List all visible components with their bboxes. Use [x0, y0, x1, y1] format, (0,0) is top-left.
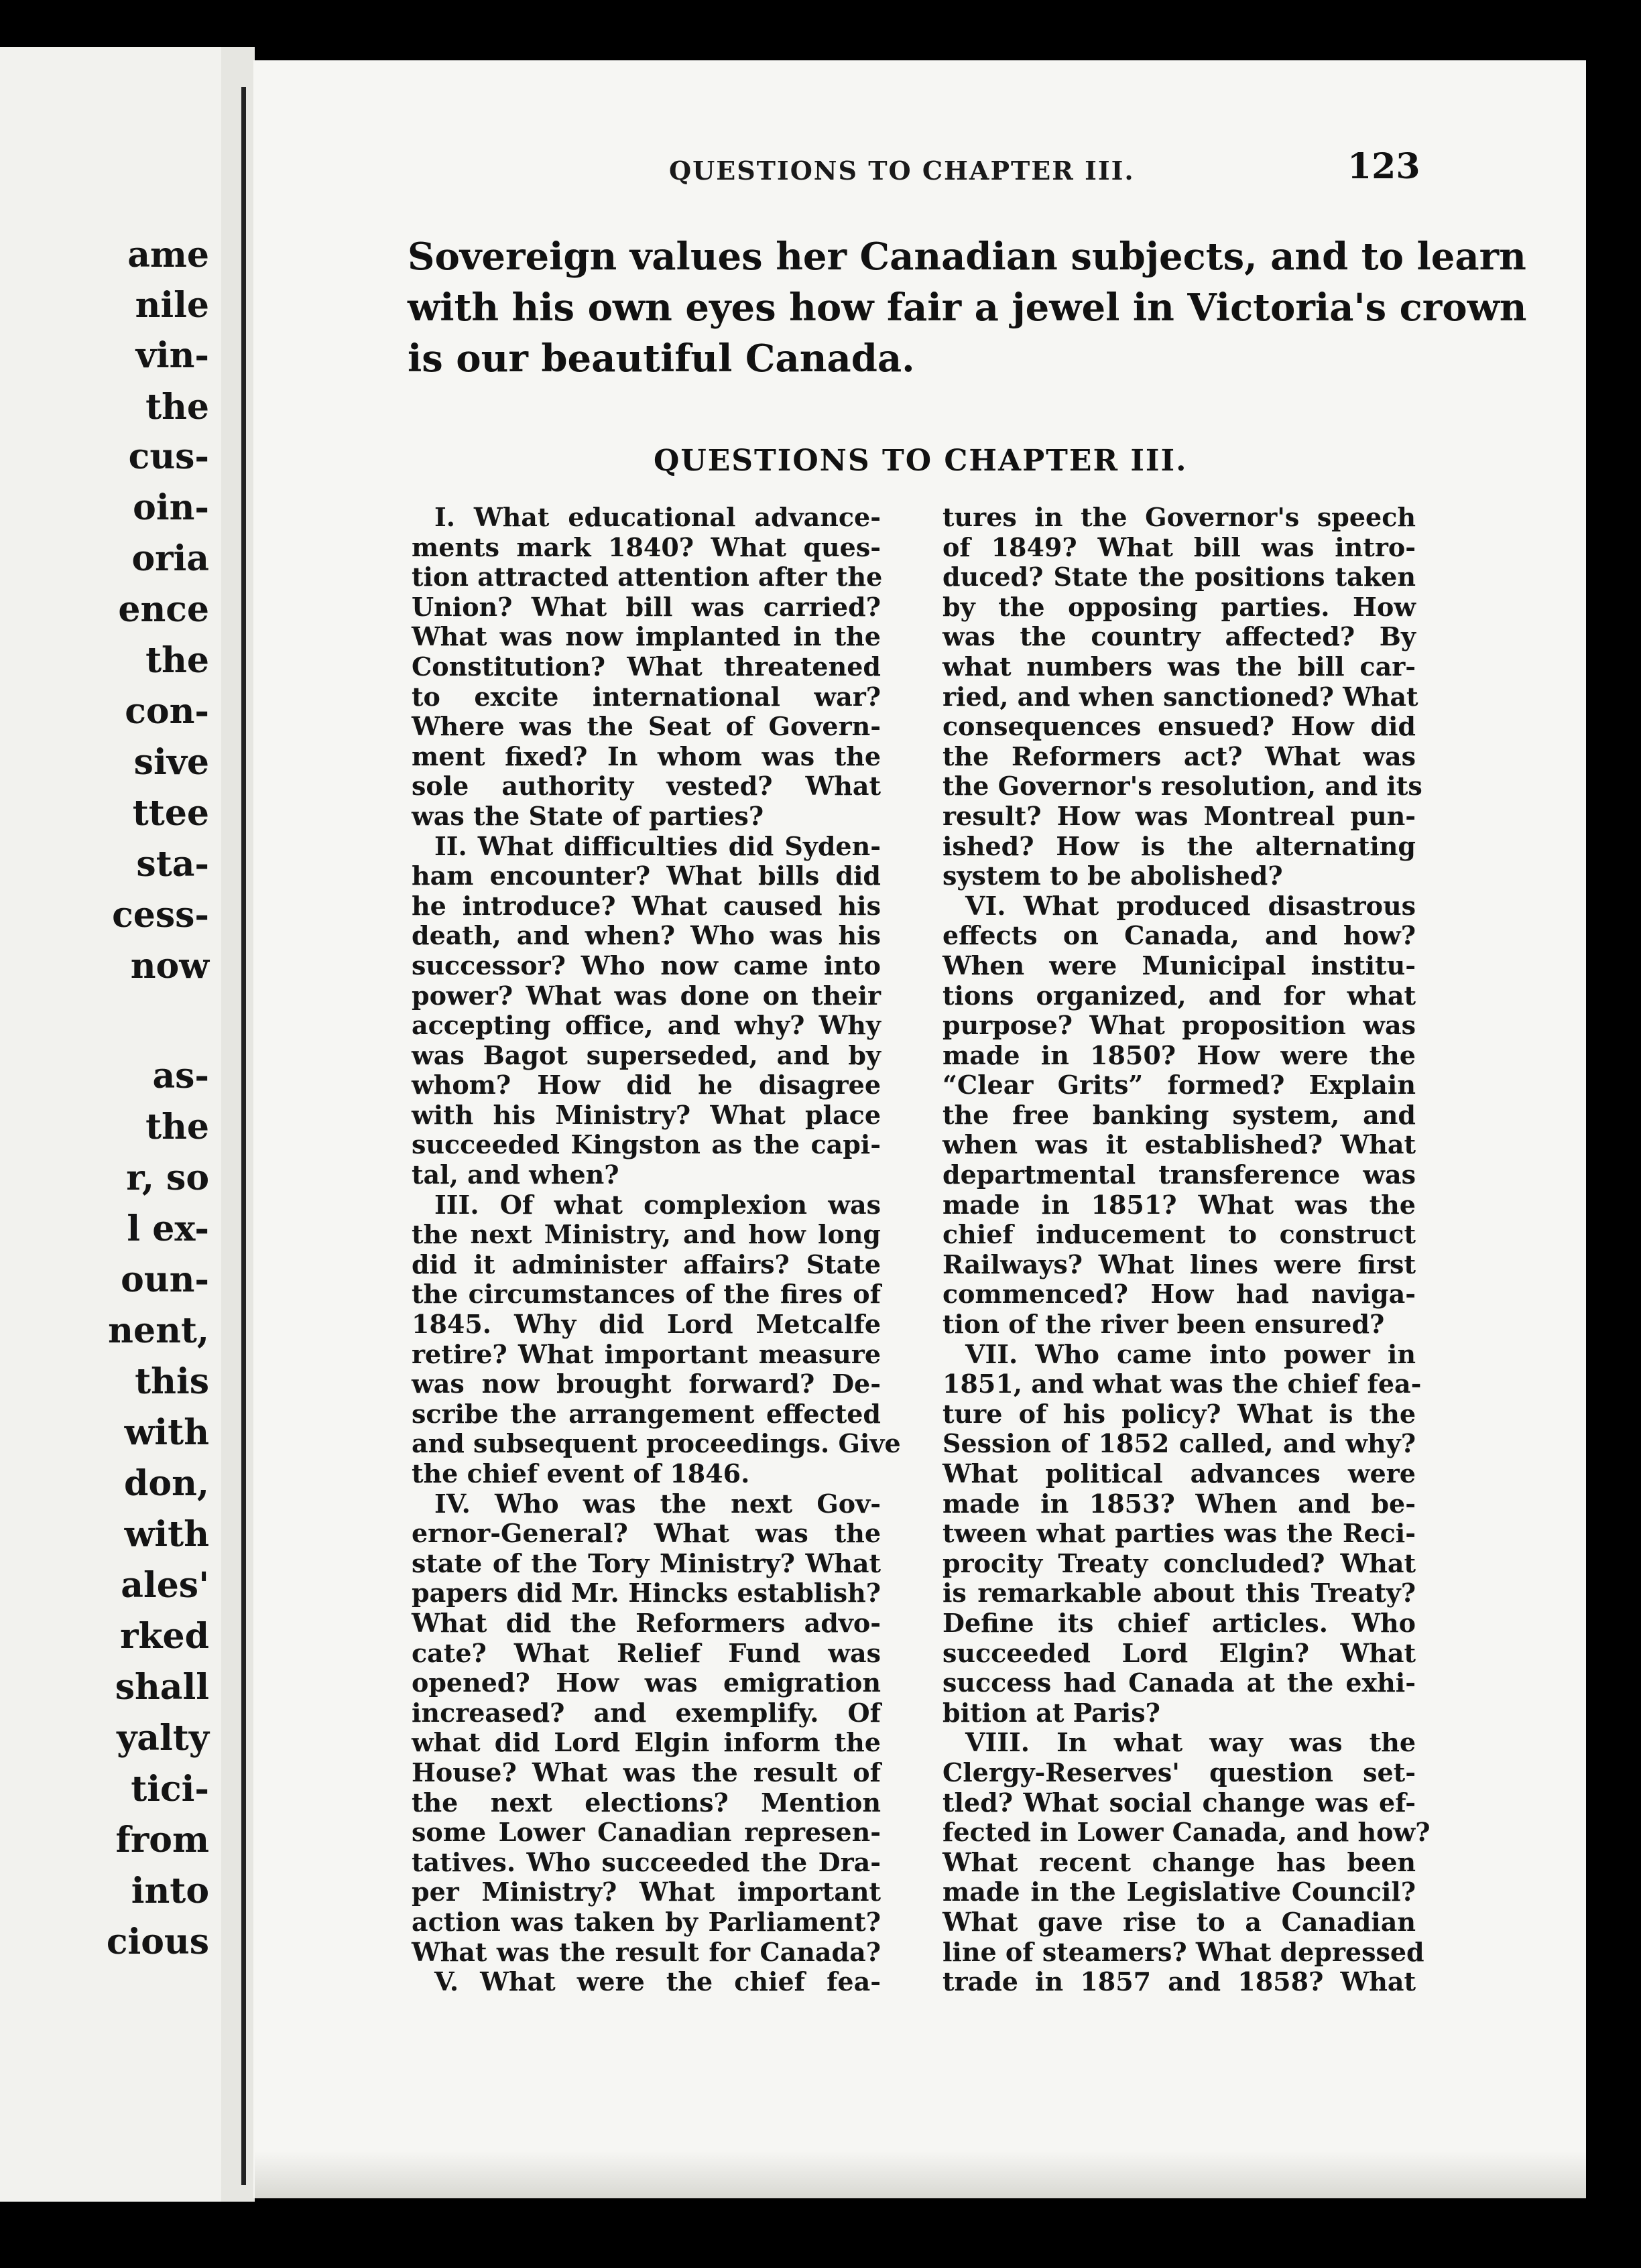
facing-page-line: as-: [152, 1056, 209, 1096]
facing-page-line: cus-: [128, 436, 209, 477]
question-line: with his Ministry? What place: [412, 1099, 881, 1130]
facing-page-line: ence: [118, 589, 209, 630]
question-line: bition at Paris?: [943, 1697, 1160, 1728]
question-line: did it administer affairs? State: [412, 1249, 881, 1279]
question-line: duced? State the positions taken: [943, 562, 1416, 592]
question-line: line of steamers? What depressed: [943, 1936, 1424, 1967]
question-line: “Clear Grits” formed? Explain: [943, 1070, 1416, 1100]
facing-page-line: vin-: [135, 335, 209, 376]
question-line: the circumstances of the fires of: [412, 1279, 881, 1310]
question-line: succeeded Lord Elgin? What: [943, 1637, 1416, 1668]
question-line: opened? How was emigration: [412, 1667, 881, 1698]
question-line: he introduce? What caused his: [412, 890, 881, 921]
question-line: success had Canada at the exhi-: [943, 1667, 1416, 1698]
question-line: the Reformers act? What was: [943, 741, 1416, 771]
facing-page-line: the: [145, 1107, 209, 1147]
question-line: was the State of parties?: [412, 800, 764, 831]
question-line: scribe the arrangement effected: [412, 1398, 881, 1429]
question-line: VII. Who came into power in: [965, 1338, 1416, 1369]
facing-page-line: con-: [125, 691, 209, 732]
question-line: Constitution? What threatened: [412, 651, 881, 682]
question-line: the next elections? Mention: [412, 1787, 881, 1818]
question-line: Railways? What lines were first: [943, 1249, 1416, 1279]
question-line: ments mark 1840? What ques-: [412, 531, 881, 562]
question-line: sole authority vested? What: [412, 771, 881, 802]
question-line: retire? What important measure: [412, 1338, 881, 1369]
section-title: QUESTIONS TO CHAPTER III.: [654, 444, 1188, 478]
question-line: ished? How is the alternating: [943, 830, 1416, 861]
question-line: tween what parties was the Reci-: [943, 1518, 1416, 1549]
question-line: was the country affected? By: [943, 621, 1416, 652]
question-line: by the opposing parties. How: [943, 591, 1416, 622]
facing-page-line: now: [130, 946, 209, 987]
question-line: consequences ensued? How did: [943, 711, 1416, 742]
question-line: what numbers was the bill car-: [943, 651, 1416, 682]
facing-page-line: sive: [133, 742, 209, 783]
facing-page-line: shall: [115, 1667, 209, 1708]
facing-page-line: r, so: [126, 1157, 209, 1198]
question-line: ment fixed? In whom was the: [412, 741, 881, 771]
question-line: death, and when? Who was his: [412, 920, 881, 951]
question-line: effects on Canada, and how?: [943, 920, 1416, 951]
question-line: action was taken by Parliament?: [412, 1906, 881, 1937]
lead-paragraph: [408, 231, 1527, 384]
book-gutter: [221, 47, 255, 2202]
scan-edge-right: [1586, 54, 1641, 2225]
question-line: ernor-General? What was the: [412, 1518, 881, 1549]
facing-page-line: the: [145, 387, 209, 428]
question-line: per Ministry? What important: [412, 1877, 881, 1907]
question-line: made in 1851? What was the: [943, 1189, 1416, 1220]
question-line: was Bagot superseded, and by: [412, 1040, 881, 1070]
question-line: ture of his policy? What is the: [943, 1398, 1416, 1429]
question-line: succeeded Kingston as the capi-: [412, 1129, 881, 1160]
question-line: III. Of what complexion was: [434, 1189, 881, 1220]
question-line: the next Ministry, and how long: [412, 1219, 881, 1250]
facing-page-line: rked: [120, 1616, 209, 1657]
questions-left-column: [412, 502, 901, 1997]
question-line: 1845. Why did Lord Metcalfe: [412, 1309, 881, 1340]
question-line: When were Municipal institu-: [943, 950, 1416, 981]
facing-page-line: sta-: [136, 844, 209, 885]
facing-page-line: into: [131, 1871, 209, 1911]
question-line: What did the Reformers advo-: [412, 1607, 881, 1638]
question-line: is remarkable about this Treaty?: [943, 1578, 1416, 1609]
question-line: House? What was the result of: [412, 1757, 881, 1787]
question-line: What political advances were: [943, 1458, 1416, 1489]
facing-page-line: this: [135, 1361, 209, 1402]
question-line: fected in Lower Canada, and how?: [943, 1817, 1431, 1848]
question-line: ham encounter? What bills did: [412, 861, 881, 891]
question-line: tatives. Who succeeded the Dra-: [412, 1846, 881, 1877]
question-line: chief inducement to construct: [943, 1219, 1416, 1250]
facing-page-line: ame: [127, 235, 209, 275]
question-line: was now brought forward? De-: [412, 1369, 881, 1399]
question-line: the Governor's resolution, and its: [943, 771, 1422, 802]
question-line: 1851, and what was the chief fea-: [943, 1369, 1422, 1399]
question-line: accepting office, and why? Why: [412, 1010, 881, 1041]
page-number: 123: [1347, 146, 1420, 187]
question-line: whom? How did he disagree: [412, 1070, 881, 1100]
question-line: Union? What bill was carried?: [412, 591, 881, 622]
question-line: result? How was Montreal pun-: [943, 800, 1416, 831]
question-line: IV. Who was the next Gov-: [434, 1488, 881, 1519]
question-line: of 1849? What bill was intro-: [943, 531, 1416, 562]
question-line: ried, and when sanctioned? What: [943, 681, 1418, 712]
question-line: tled? What social change was ef-: [943, 1787, 1416, 1818]
question-line: tions organized, and for what: [943, 980, 1416, 1011]
page-bottom-shadow: [255, 2151, 1586, 2198]
lead-line: is our beautiful Canada.: [408, 336, 915, 381]
question-line: what did Lord Elgin inform the: [412, 1727, 881, 1758]
question-line: commenced? How had naviga-: [943, 1279, 1416, 1310]
question-line: II. What difficulties did Syden-: [434, 830, 881, 861]
question-line: tion attracted attention after the: [412, 562, 883, 592]
question-line: tal, and when?: [412, 1159, 619, 1190]
question-line: tures in the Governor's speech: [943, 502, 1416, 532]
facing-page-line: yalty: [117, 1718, 209, 1759]
question-line: departmental transference was: [943, 1159, 1416, 1190]
question-line: Where was the Seat of Govern-: [412, 711, 881, 742]
question-line: What was now implanted in the: [412, 621, 881, 652]
question-line: V. What were the chief fea-: [434, 1966, 881, 1997]
facing-page-line: ttee: [132, 793, 209, 834]
lead-line: Sovereign values her Canadian subjects, and to learn: [408, 235, 1526, 279]
facing-page-line: the: [145, 640, 209, 681]
question-line: the chief event of 1846.: [412, 1458, 750, 1489]
facing-page-line: l ex-: [127, 1208, 209, 1249]
question-line: Session of 1852 called, and why?: [943, 1428, 1416, 1459]
question-line: successor? Who now came into: [412, 950, 881, 981]
question-line: state of the Tory Ministry? What: [412, 1548, 881, 1578]
question-line: What gave rise to a Canadian: [943, 1906, 1416, 1937]
facing-page-line: oin-: [133, 487, 209, 528]
questions-right-column: [943, 502, 1431, 1997]
question-line: Define its chief articles. Who: [943, 1607, 1416, 1638]
question-line: made in 1853? When and be-: [943, 1488, 1416, 1519]
facing-page-line: cious: [106, 1922, 209, 1962]
facing-page-line: nent,: [108, 1310, 209, 1351]
question-line: system to be abolished?: [943, 861, 1283, 891]
running-head: QUESTIONS TO CHAPTER III.: [669, 155, 1135, 186]
question-line: cate? What Relief Fund was: [412, 1637, 881, 1668]
facing-page-line: nile: [135, 285, 209, 326]
facing-page-line: don,: [124, 1463, 209, 1504]
question-line: and subsequent proceedings. Give: [412, 1428, 901, 1459]
question-line: VI. What produced disastrous: [965, 890, 1416, 921]
question-line: made in 1850? How were the: [943, 1040, 1416, 1070]
facing-page-line: with: [124, 1412, 209, 1453]
question-line: increased? and exemplify. Of: [412, 1697, 881, 1728]
gutter-divider: [241, 87, 246, 2185]
facing-page-line: oun-: [121, 1259, 209, 1300]
facing-page-line: from: [115, 1820, 209, 1861]
question-line: some Lower Canadian represen-: [412, 1817, 881, 1848]
facing-page-line: with: [124, 1514, 209, 1555]
question-line: purpose? What proposition was: [943, 1010, 1416, 1041]
question-line: papers did Mr. Hincks establish?: [412, 1578, 881, 1609]
facing-page-line: cess-: [112, 895, 209, 936]
question-line: to excite international war?: [412, 681, 881, 712]
question-line: trade in 1857 and 1858? What: [943, 1966, 1416, 1997]
question-line: What was the result for Canada?: [412, 1936, 881, 1967]
question-line: Clergy-Reserves' question set-: [943, 1757, 1416, 1787]
question-line: VIII. In what way was the: [965, 1727, 1416, 1758]
question-line: I. What educational advance-: [434, 502, 881, 532]
question-line: the free banking system, and: [943, 1099, 1416, 1130]
question-line: when was it established? What: [943, 1129, 1416, 1160]
facing-page-line: tici-: [131, 1769, 209, 1810]
lead-line: with his own eyes how fair a jewel in Victoria's crown: [408, 286, 1527, 330]
question-line: What recent change has been: [943, 1846, 1416, 1877]
question-line: procity Treaty concluded? What: [943, 1548, 1416, 1578]
question-line: power? What was done on their: [412, 980, 881, 1011]
question-line: tion of the river been ensured?: [943, 1309, 1385, 1340]
facing-page-line: ales': [121, 1565, 209, 1606]
question-line: made in the Legislative Council?: [943, 1877, 1416, 1907]
facing-page-line: oria: [131, 538, 209, 579]
